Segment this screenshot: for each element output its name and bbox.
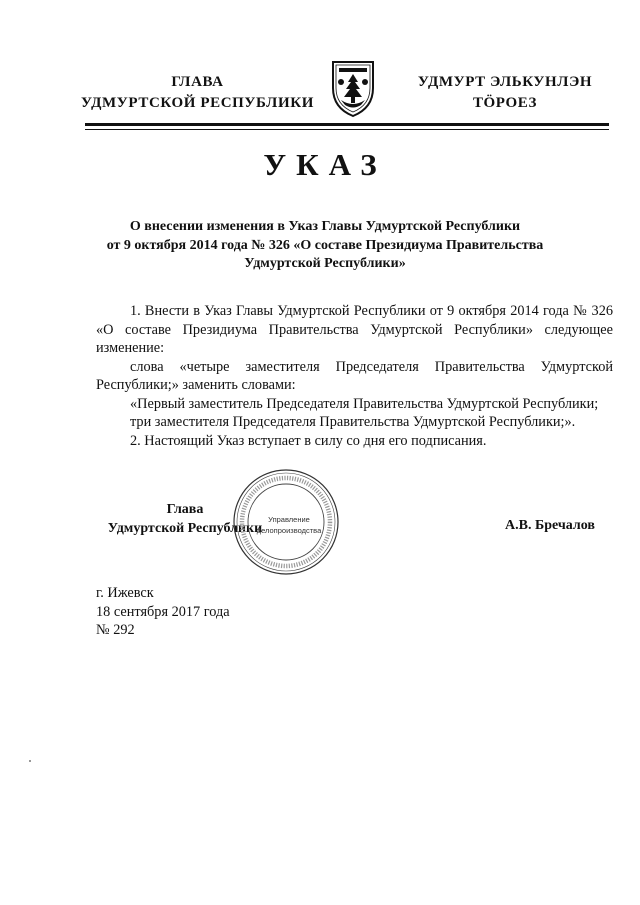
signatory-title-line1: Глава bbox=[166, 502, 204, 517]
paragraph-4: три заместителя Председателя Правительства Удмуртской Республики;». bbox=[130, 414, 576, 430]
document-body bbox=[96, 302, 613, 450]
header-right-line2: ТÖРОЕЗ bbox=[472, 95, 538, 111]
scan-speck bbox=[29, 760, 31, 762]
document-title: УКАЗ bbox=[263, 147, 387, 182]
header-left bbox=[80, 72, 315, 114]
subject-line-1: О внесении изменения в Указ Главы Удмуртской Республики bbox=[129, 219, 521, 234]
header-rule-thick bbox=[85, 123, 609, 126]
signatory-name: А.В. Бречалов bbox=[505, 518, 595, 533]
paragraph-2: слова «четыре заместителя Председателя Правительства Удмуртской Республики;» заменить словами: bbox=[96, 358, 613, 393]
footer-number: № 292 bbox=[96, 622, 135, 638]
stamp-text-line2: делопроизводства bbox=[256, 526, 322, 535]
signatory-title-line2: Удмуртской Республики bbox=[107, 521, 263, 536]
document-subject bbox=[95, 218, 555, 274]
paragraph-3: «Первый заместитель Председателя Правительства Удмуртской Республики; bbox=[130, 395, 599, 412]
footer-city: г. Ижевск bbox=[96, 585, 154, 601]
paragraph-5: 2. Настоящий Указ вступает в силу со дня его подписания. bbox=[130, 432, 487, 449]
header-right-line1: УДМУРТ ЭЛЬКУНЛЭН bbox=[417, 74, 593, 90]
header-rule-thin bbox=[85, 129, 609, 130]
footer-date: 18 сентября 2017 года bbox=[96, 603, 230, 620]
coat-of-arms-icon bbox=[327, 58, 379, 118]
official-stamp bbox=[231, 466, 341, 578]
header-left-line2: УДМУРТСКОЙ РЕСПУБЛИКИ bbox=[81, 95, 314, 111]
subject-line-2: от 9 октября 2014 года № 326 «О составе Президиума Правительства bbox=[106, 237, 544, 253]
paragraph-1: 1. Внести в Указ Главы Удмуртской Республики от 9 октября 2014 года № 326 «О составе Президиума Правительства Удмуртской Республики» следующее изменение: bbox=[96, 303, 613, 356]
header-left-line1: ГЛАВА bbox=[171, 74, 224, 90]
header-right bbox=[405, 72, 605, 114]
document-footer bbox=[96, 584, 230, 640]
stamp-text-line1: Управление bbox=[268, 515, 310, 524]
subject-line-3: Удмуртской Республики» bbox=[244, 256, 406, 271]
